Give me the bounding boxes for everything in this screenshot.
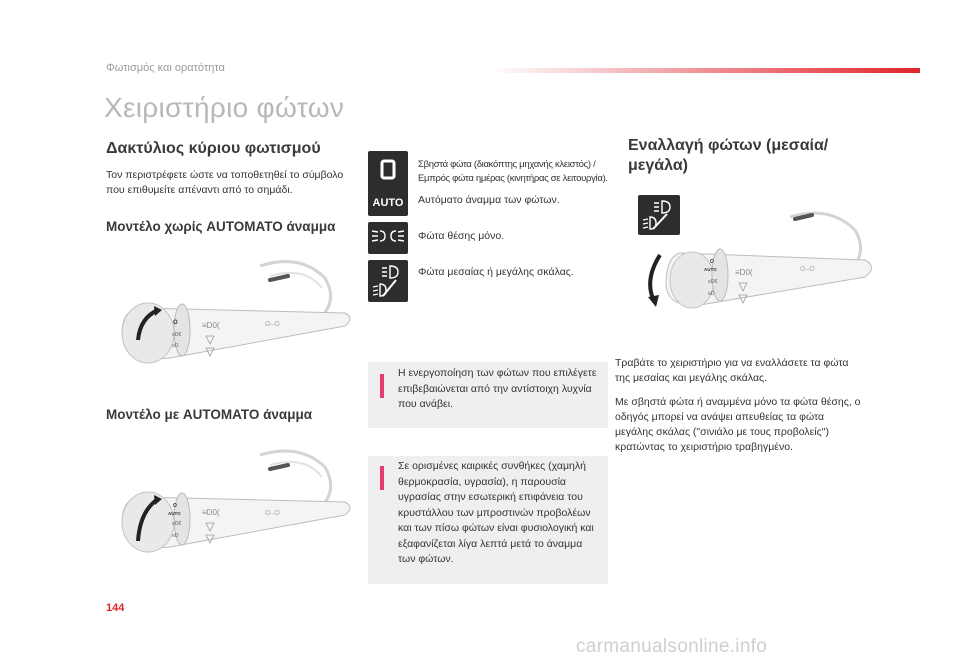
stalk-label-auto: AUTO <box>168 511 181 516</box>
model-without-auto-heading: Μοντέλο χωρίς AUTOMATO άναμμα <box>106 219 336 234</box>
section-label: Φωτισμός και ορατότητα <box>106 62 225 74</box>
info-note-1 <box>368 362 608 428</box>
info-icon <box>380 466 384 490</box>
headlights-icon <box>368 260 408 302</box>
watermark: carmanualsonline.info <box>576 636 768 657</box>
stalk-illustration-no-auto <box>110 248 360 368</box>
main-ring-intro: Τον περιστρέφετε ώστε να τοποθετηθεί το σύμβολο που επιθυμείτε απέναντι από το σημάδι. <box>106 169 344 196</box>
svg-text:≡D: ≡D <box>172 343 179 349</box>
svg-text:≡D€: ≡D€ <box>708 279 718 285</box>
info-note-1-text: Η ενεργοποίηση των φώτων που επιλέγετε επιβεβαιώνεται από την αντίστοιχη λυχνία που ανάβει. <box>398 367 597 410</box>
svg-text:≡D0(: ≡D0( <box>202 321 220 330</box>
model-with-auto-heading: Μοντέλο με AUTOMATO άναμμα <box>106 407 313 422</box>
svg-text:O–O: O–O <box>265 321 280 328</box>
svg-text:O–O: O–O <box>265 510 280 517</box>
stalk-illustration-auto <box>110 445 360 565</box>
icon-label-off: Σβηστά φώτα (διακόπτης μηχανής κλειστός) / Εμπρός φώτα ημέρας (κινητήρας σε λειτουργία). <box>418 159 608 184</box>
svg-text:≡D€: ≡D€ <box>172 521 182 527</box>
sidelights-icon <box>368 222 408 254</box>
svg-text:≡D: ≡D <box>708 291 715 297</box>
icon-label-headlights: Φώτα μεσαίας ή μεγάλης σκάλας. <box>418 266 574 278</box>
header-accent-bar <box>490 68 920 73</box>
dip-switch-text-1: Τραβάτε το χειριστήριο για να εναλλάσετε τα φώτα της μεσαίας και μεγάλης σκάλας. <box>615 357 849 384</box>
auto-icon <box>368 186 408 216</box>
svg-text:O–O: O–O <box>800 266 815 273</box>
page-number: 144 <box>106 602 125 614</box>
svg-text:≡D€: ≡D€ <box>172 332 182 338</box>
stalk-label-off: O <box>173 320 178 326</box>
svg-text:≡D: ≡D <box>172 533 179 539</box>
dip-switch-illustration <box>640 205 890 325</box>
icon-label-sidelights: Φώτα θέσης μόνο. <box>418 230 505 242</box>
page-title: Χειριστήριο φώτων <box>104 92 345 123</box>
info-note-2 <box>368 456 608 584</box>
stalk-label-off: O <box>710 259 714 265</box>
off-icon <box>368 151 408 191</box>
dip-switch-text-2: Με σβηστά φώτα ή αναμμένα μόνο τα φώτα θέσης, ο οδηγός μπορεί να ανάψει απευθείας τα φώτα μεγάλης σκάλας ("σινιάλο με τους προβολείς") κρατώντας το χειριστήριο τραβηγμένο. <box>615 396 861 453</box>
main-ring-heading: Δακτύλιος κύριου φωτισμού <box>106 140 321 157</box>
info-icon <box>380 374 384 398</box>
svg-text:≡D0(: ≡D0( <box>735 268 753 277</box>
info-note-2-text: Σε ορισμένες καιρικές συνθήκες (χαμηλή θερμοκρασία, υγρασία), η παρουσία υγρασίας στην εσωτερική επιφάνεια του κρυστάλλου των μπροστινών προβολέων και των πίσω φώτων είναι φυσιολογική και εξαφανίζεται λίγα λεπτά μετά το άναμμα των φώτων. <box>398 460 594 565</box>
auto-icon-text: AUTO <box>372 197 404 209</box>
stalk-label-off: O <box>173 503 177 509</box>
stalk-label-auto: AUTO <box>704 267 717 272</box>
icon-label-auto: Αυτόματο άναμμα των φώτων. <box>418 194 560 206</box>
svg-text:≡D0(: ≡D0( <box>202 508 220 517</box>
dip-switch-heading: Εναλλαγή φώτων (μεσαία/ μεγάλα) <box>628 137 829 174</box>
